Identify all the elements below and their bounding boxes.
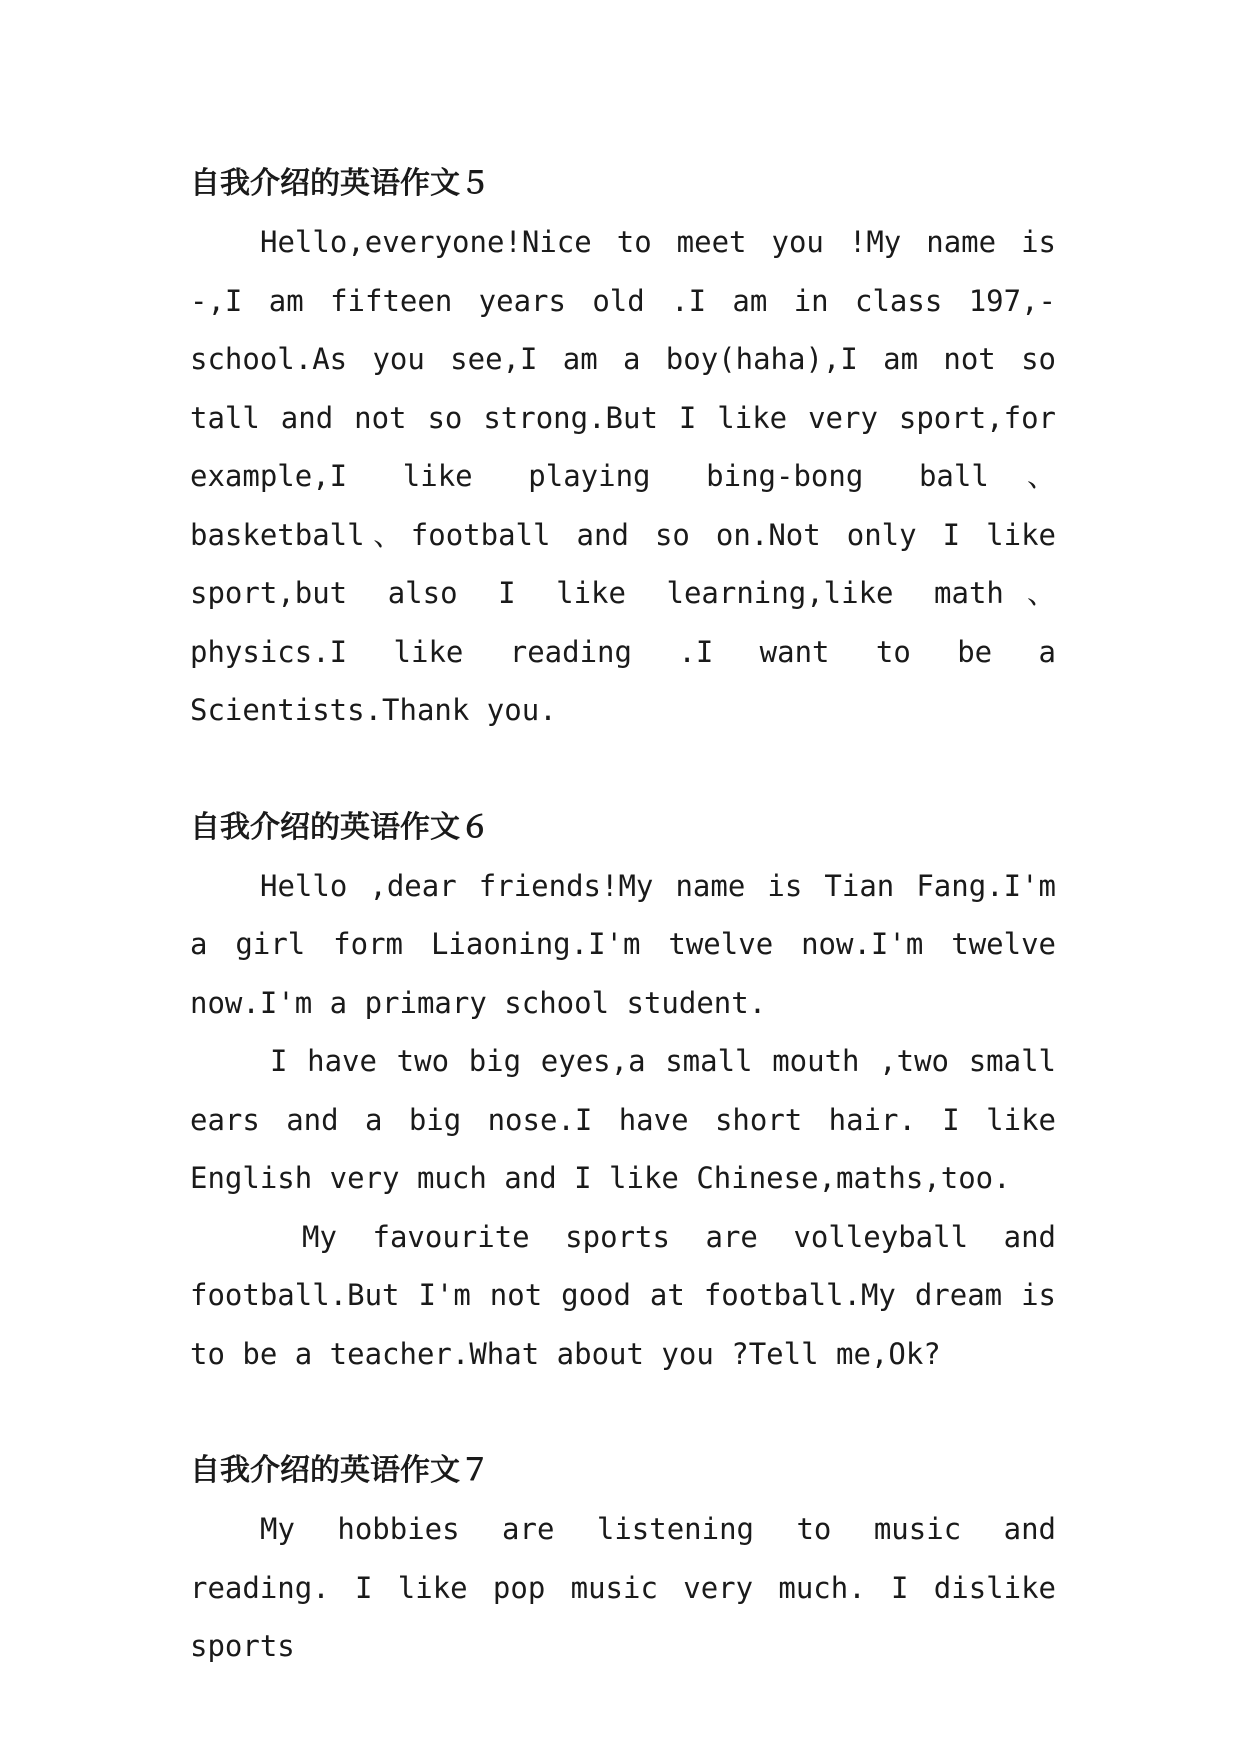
essay-5-paragraph-1: Hello,everyone!Nice to meet you !My name is -,I am fifteen years old .I am in class 197,- school.As you see,I am a boy(haha),I am not so tall and not so strong.But I like very sport,for example,I like playing bing-bong ball、basketball、football and so on.Not only I like sport,but also I like learning,like math、physics.I like reading .I want to be a Scientists.Thank you. <box>190 225 1056 727</box>
section-spacer <box>190 1383 1056 1442</box>
document-body <box>190 155 1056 1676</box>
essay-6-paragraph-2: I have two big eyes,a small mouth ,two small ears and a big nose.I have short hair. I like English very much and I like Chinese,maths,too. <box>190 1044 1056 1195</box>
essay-6-title: 自我介绍的英语作文６ <box>190 809 490 845</box>
essay-5-title: 自我介绍的英语作文５ <box>190 166 490 201</box>
essay-7-paragraph-1: My hobbies are listening to music and reading. I like pop music very much. I dislike sports <box>190 1512 1056 1663</box>
essay-7-title: 自我介绍的英语作文７ <box>190 1453 490 1488</box>
essay-6-paragraph-1: Hello ,dear friends!My name is Tian Fang.I'm a girl form Liaoning.I'm twelve now.I'm twelve now.I'm a primary school student. <box>190 868 1056 1020</box>
essay-6-paragraph-3: My favourite sports are volleyball and football.But I'm not good at football.My dream is to be a teacher.What about you ?Tell me,Ok? <box>190 1219 1056 1371</box>
section-spacer <box>190 740 1056 799</box>
